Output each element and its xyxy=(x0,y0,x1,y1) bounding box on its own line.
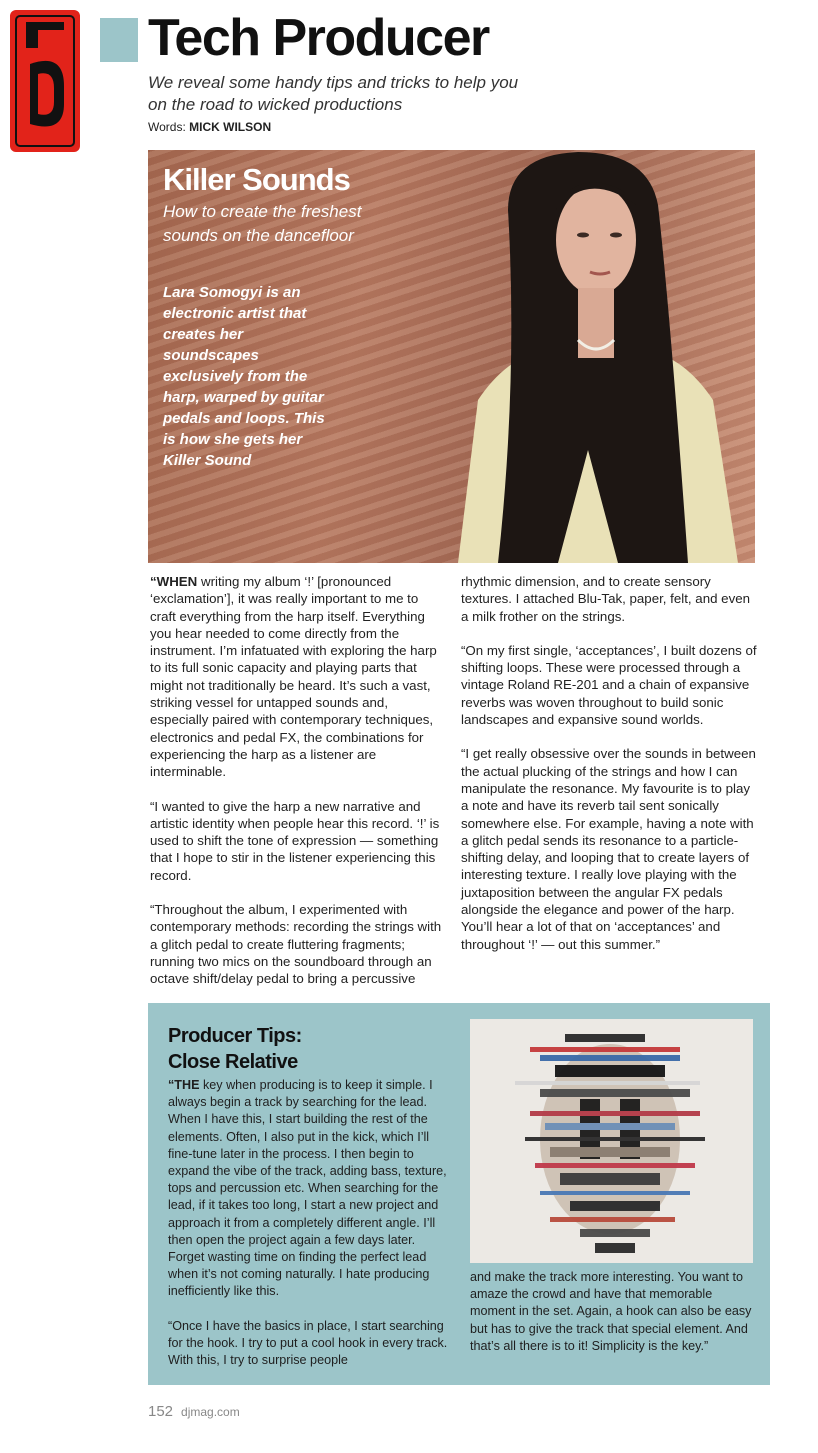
tips-paragraph: “Once I have the basics in place, I start searching for the hook. I try to put a cool hook in every track. With this, I try to surprise people xyxy=(168,1318,448,1368)
paragraph-text: writing my album ‘!’ [pronounced ‘exclamation’], it was really important to me to craft everything from the harp itself. Everything you hear needed to come directly from the instrument. I’m infatuated with exploring the harp to its full sonic capacity and playing parts that might not traditionally be heard. It’s such a vast, striking vessel for untapped sounds and, especially paired with contemporary techniques, electronics and pedal FX, the combinations for experiencing the harp as a listener are interminable. xyxy=(150,574,437,780)
artist-portrait-illustration xyxy=(438,150,738,563)
tips-paragraph: and make the track more interesting. You want to amaze the crowd and have that memorable moment in the set. Again, a hook can also be easy but has to give the track that special element. And that’s all there is to it! Simplicity is the key.” xyxy=(470,1270,752,1353)
tips-title xyxy=(168,1023,302,1075)
site-url: djmag.com xyxy=(181,1405,240,1419)
section-accent-square xyxy=(100,18,138,62)
dj-logo-icon xyxy=(8,8,82,154)
page-number: 152 xyxy=(148,1403,174,1420)
hero-title: Killer Sounds xyxy=(163,162,350,197)
article-paragraph: “Throughout the album, I experimented with contemporary methods: recording the strings with a glitch pedal to create fluttering fragments; running two mics on the soundboard through an octave shift/delay pedal to bring a percussive xyxy=(150,902,442,987)
article-column-left xyxy=(150,573,447,1005)
lead-word: “WHEN xyxy=(150,574,198,589)
article-paragraph: “On my first single, ‘acceptances’, I built dozens of shifting loops. These were processed through a vintage Roland RE-201 and a chain of expansive reverbs was woven throughout to build sonic landscapes and expansive sound worlds. xyxy=(461,642,757,728)
producer-tips-box xyxy=(148,1003,770,1385)
tips-paragraph xyxy=(168,1077,450,1301)
tips-title-line: Producer Tips: xyxy=(168,1025,302,1047)
page-footer xyxy=(148,1403,240,1420)
paragraph-text: key when producing is to keep it simple. I always begin a track by searching for the lead. When I have this, I start building the rest of the elements. Often, I also put in the kick, which I’ll fine-tune later in the process. I then begin to expand the vibe of the track, adding bass, texture, tops and percussion etc. When searching for the lead, if it takes too long, I start a new project and approach it from a completely different angle. I’ll then open the project again a few days later. Forget wasting time on finding the perfect lead when it’s not coming naturally. I hate producing inefficiently like this. xyxy=(168,1078,447,1299)
author-name: MICK WILSON xyxy=(189,120,272,134)
glitch-artwork-image xyxy=(470,1019,753,1263)
hero-intro: Lara Somogyi is an electronic artist that creates her soundscapes exclusively from the harp, warped by guitar pedals and loops. This is how she gets her Killer Sound xyxy=(163,284,325,469)
hero-subtitle: How to create the freshest sounds on the dancefloor xyxy=(163,202,362,245)
tips-title-line: Close Relative xyxy=(168,1051,298,1073)
article-column-right xyxy=(461,573,758,970)
article-paragraph: “I get really obsessive over the sounds in between the actual plucking of the strings and how I can manipulate the resonance. My favourite is to play a note and have its reverb tail sent sonically somewhere else. For example, having a note with a glitch pedal sends its resonance to a particle-shifting delay, and looping that to create layers of interesting texture. I really love playing with the juxtaposition between the angular FX pedals alongside the elegance and power of the harp. You’ll hear a lot of that on ‘acceptances’ and throughout ‘!’ — out this summer.” xyxy=(461,746,756,952)
byline xyxy=(148,120,271,134)
article-paragraph xyxy=(150,573,447,781)
article-paragraph: rhythmic dimension, and to create sensory textures. I attached Blu-Tak, paper, felt, and even a milk frother on the strings. xyxy=(461,574,751,624)
hero-image xyxy=(148,150,755,563)
glitch-face-artwork xyxy=(470,1019,753,1263)
dj-mag-logo xyxy=(8,8,82,154)
article-paragraph: “I wanted to give the harp a new narrative and artistic identity when people hear this record. ‘!’ is used to shift the tone of expression — something that I hope to stir in the listener experiencing this record. xyxy=(150,798,440,883)
byline-label: Words: xyxy=(148,120,186,134)
section-title: Tech Producer xyxy=(148,9,489,67)
lead-word: “THE xyxy=(168,1078,200,1092)
tips-column-left xyxy=(168,1077,450,1386)
standfirst: We reveal some handy tips and tricks to help you on the road to wicked productions xyxy=(148,73,519,114)
tips-column-right xyxy=(470,1269,752,1372)
